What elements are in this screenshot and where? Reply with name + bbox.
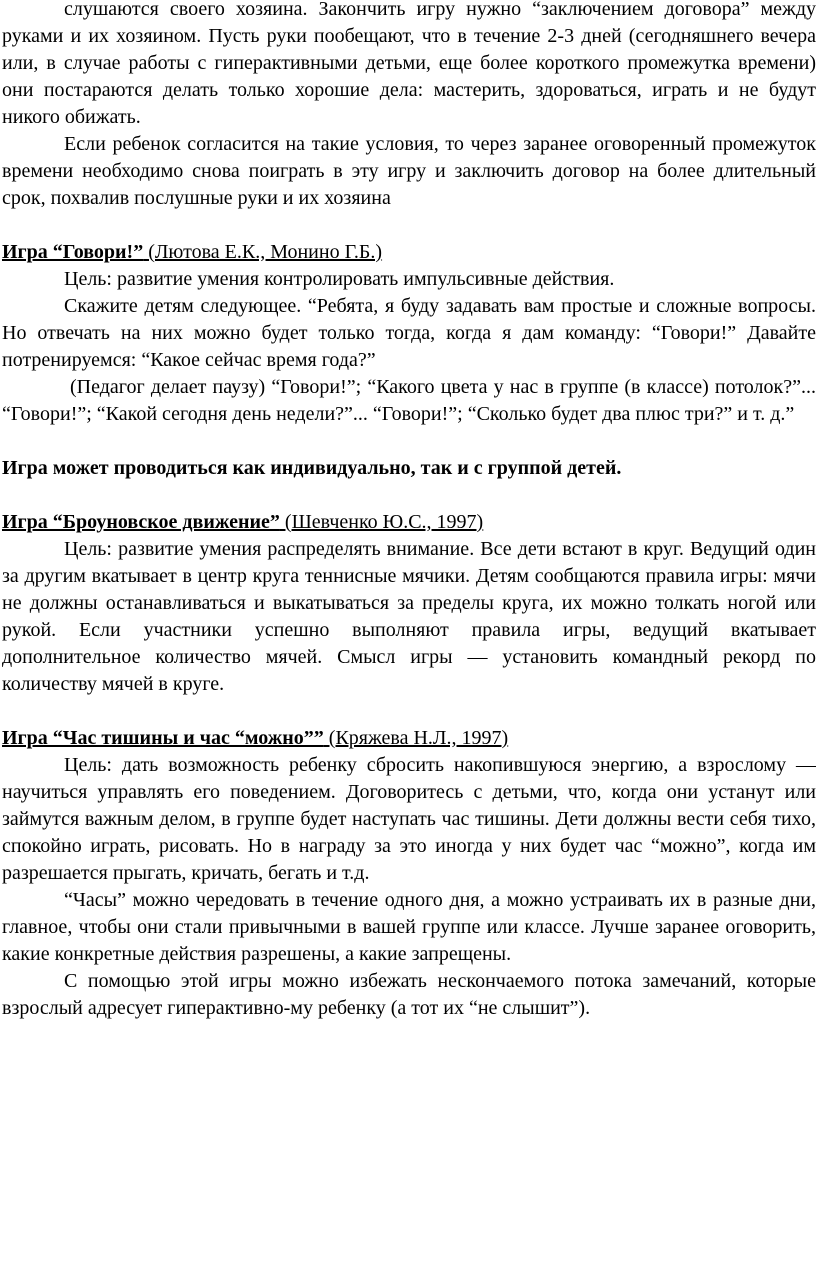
game1-paragraph-2: Скажите детям следующее. “Ребята, я буду задавать вам простые и сложные вопросы. Но отвечать на них можно будет только тогда, когда я дам команду: “Говори!” Давайте потренируемся: “Какое сейчас время года?” (2, 295, 816, 371)
game3-paragraph-2: “Часы” можно чередовать в течение одного дня, а можно устраивать их в разные дни, главное, чтобы они стали привычными в вашей группе или классе. Лучше заранее оговорить, какие конкретные действия разрешены, а какие запрещены. (2, 889, 816, 965)
game1-paragraph-3: (Педагог делает паузу) “Говори!”; “Какого цвета у нас в группе (в классе) потолок?”... “Говори!”; “Какой сегодня день недели?”... “Говори!”; “Сколько будет два плюс три?” и т. д.” (2, 376, 816, 425)
game3-paragraph-3: С помощью этой игры можно избежать нескончаемого потока замечаний, которые взрослый адресует гиперактивно-му ребенку (а тот их “не слышит”). (2, 970, 816, 1019)
spacer (2, 212, 816, 239)
game-author: (Шевченко Ю.С., 1997) (279, 511, 484, 533)
game-author: (Кряжева Н.Л., 1997) (323, 727, 509, 749)
bold-note: Игра может проводиться как индивидуально, так и с группой детей. (2, 457, 622, 479)
intro-paragraph-2: Если ребенок согласится на такие условия, то через заранее оговоренный промежуток времени необходимо снова поиграть в эту игру и заключить договор на более длительный срок, похвалив послушные руки и их хозяина (2, 133, 816, 209)
game-heading-brownian (2, 509, 816, 536)
game-author: (Лютова Е.К., Монино Г.Б.) (143, 241, 383, 263)
spacer (2, 698, 816, 725)
game1-paragraph-1: Цель: развитие умения контролировать импульсивные действия. (64, 268, 615, 290)
game-title: Игра “Броуновское движение” (2, 511, 280, 533)
game-heading-govori (2, 239, 816, 266)
game2-paragraph-1: Цель: развитие умения распределять внимание. Все дети встают в круг. Ведущий один за другим вкатывает в центр круга теннисные мячики. Детям сообщаются правила игры: мячи не должны останавливаться и выкатываться за пределы круга, их можно толкать ногой или рукой. Если участники успешно выполняют правила игры, ведущий вкатывает дополнительное количество мячей. Смысл игры — установить командный рекорд по количеству мячей в круге. (2, 538, 816, 695)
spacer (2, 428, 816, 455)
game-title: Игра “Час тишины и час “можно”” (2, 727, 324, 749)
game-title: Игра “Говори!” (2, 241, 144, 263)
game3-paragraph-1: Цель: дать возможность ребенку сбросить накопившуюся энергию, а взрослому — научиться управлять его поведением. Договоритесь с детьми, что, когда они устанут или займутся важным делом, в группе будет наступать час тишины. Дети должны вести себя тихо, спокойно играть, рисовать. Но в награду за это иногда у них будет час “можно”, когда им разрешается прыгать, кричать, бегать и т.д. (2, 754, 816, 884)
spacer (2, 482, 816, 509)
intro-paragraph-1: слушаются своего хозяина. Закончить игру нужно “заключением договора” между руками и их хозяином. Пусть руки пообещают, что в течение 2-3 дней (сегодняшнего вечера или, в случае работы с гиперактивными детьми, еще более короткого промежутка времени) они постараются делать только хорошие дела: мастерить, здороваться, играть и не будут никого обижать. (2, 0, 816, 128)
game-heading-silence (2, 725, 816, 752)
